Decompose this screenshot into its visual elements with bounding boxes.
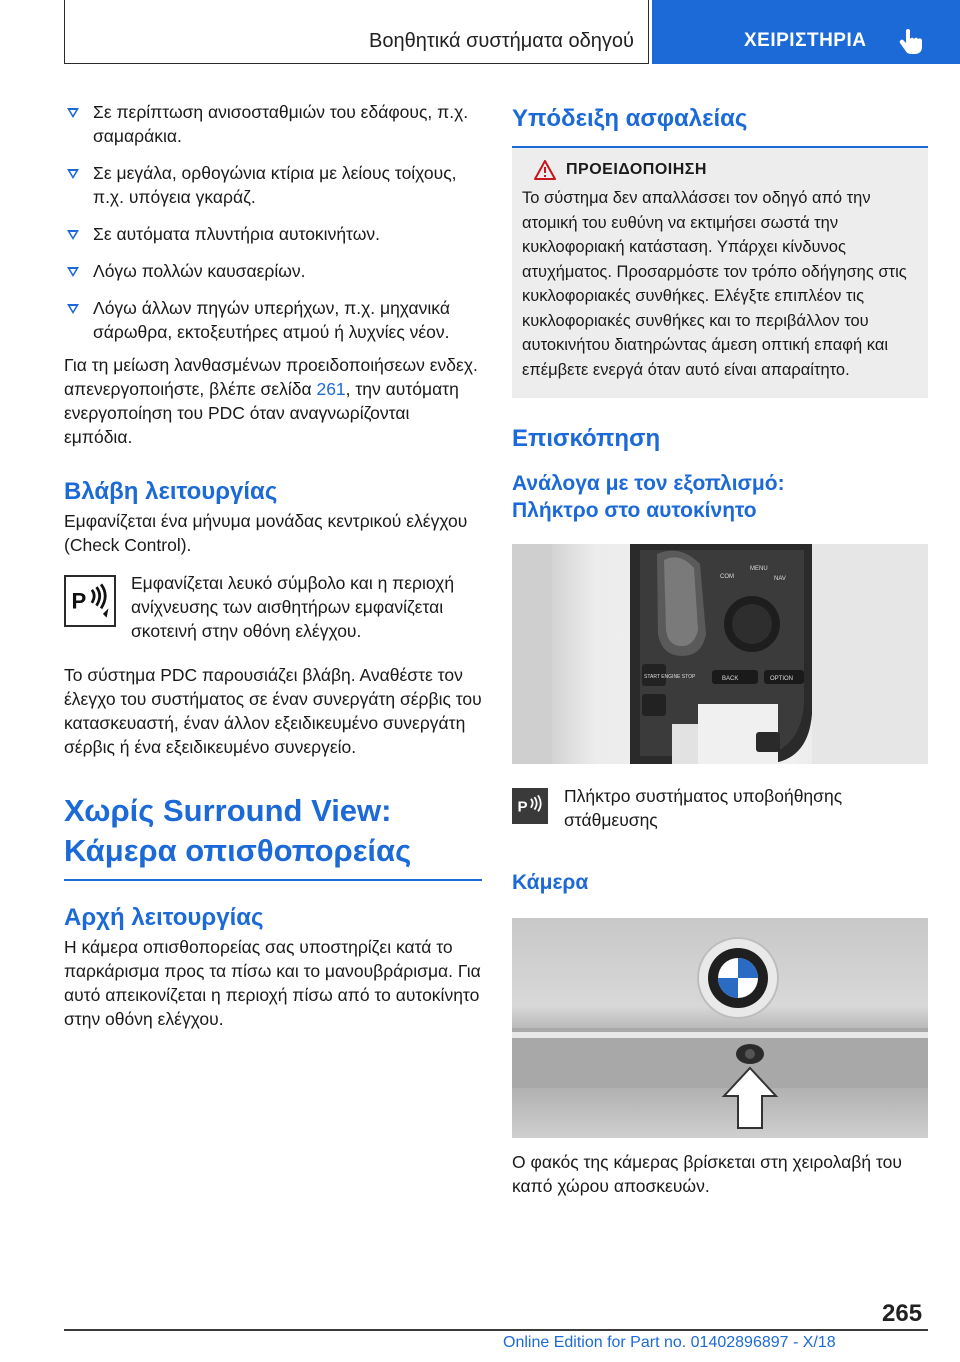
chapter-heading <box>64 791 482 871</box>
right-column <box>512 100 928 1198</box>
page-link[interactable]: 261 <box>316 379 346 399</box>
chapter-heading-line-1: Χωρίς Surround View: <box>64 793 392 828</box>
console-label-nav: NAV <box>774 576 786 582</box>
symbol-row <box>64 571 482 643</box>
camera-caption: Ο φακός της κάμερας βρίσκεται στη χειρολαβή του καπό χώρου αποσκευών. <box>512 1152 902 1196</box>
triangle-bullet-icon <box>67 169 79 179</box>
pdc-button-icon <box>512 788 548 824</box>
list-item: Λόγω άλλων πηγών υπερήχων, π.χ. μηχανικά σάρωθρα, εκτοξευτήρες ατμού ή λυχνίες νέον. <box>64 296 482 344</box>
left-column <box>64 100 482 1031</box>
reduce-warnings-paragraph: Για τη μείωση λανθασμένων προειδοποιήσεων ενδεχ. απενεργοποιήστε, βλέπε σελίδα 261, την αυτόματη ενεργοποίηση του PDC όταν αναγνωρίζονται εμπόδια. <box>64 355 478 447</box>
chapter-tab[interactable] <box>652 0 960 64</box>
malfunction-text: Εμφανίζεται ένα μήνυμα μονάδας κεντρικού ελέγχου (Check Control). <box>64 511 468 555</box>
console-label-menu: MENU <box>750 566 768 572</box>
fault-text: Το σύστημα PDC παρουσιάζει βλάβη. Αναθέστε τον έλεγχο του συστήματος σε έναν συνεργάτη σέρβις του κατασκευαστή, έναν άλλον εξειδικευμένο συνεργάτη σέρβις ή ένα εξειδικευμένο συνεργείο. <box>64 665 482 757</box>
equipment-heading: Ανάλογα με τον εξοπλισμό: Πλήκτρο στο αυτοκίνητο <box>512 472 785 522</box>
section-title: Βοηθητικά συστήματα οδηγού <box>369 30 634 52</box>
console-label-back: BACK <box>722 676 739 682</box>
triangle-bullet-icon <box>67 304 79 314</box>
malfunction-heading: Βλάβη λειτουργίας <box>64 478 278 505</box>
svg-text:P: P <box>517 798 528 816</box>
warning-box <box>512 148 928 398</box>
list-item: Σε μεγάλα, ορθογώνια κτίρια με λείους τοίχους, π.χ. υπόγεια γκαράζ. <box>64 161 482 209</box>
bullet-list <box>64 100 482 344</box>
symbol-text: Εμφανίζεται λευκό σύμβολο και η περιοχή ανίχνευσης των αισθητήρων εμφανίζεται σκοτεινή στην οθόνη ελέγχου. <box>131 573 455 641</box>
button-caption: Πλήκτρο συστήματος υποβοήθησης στάθμευσης <box>564 786 843 830</box>
console-photo <box>512 544 928 764</box>
hand-pointer-icon <box>896 26 926 56</box>
warning-header <box>522 160 918 180</box>
list-item: Σε περίπτωση ανισοσταθμιών του εδάφους, π.χ. σαμαράκια. <box>64 100 482 148</box>
console-label-option: OPTION <box>770 676 794 682</box>
footer-edition: Online Edition for Part no. 01402896897 - X/18 <box>503 1334 836 1351</box>
button-caption-row <box>512 784 928 832</box>
chapter-rule <box>64 879 482 881</box>
overview-heading: Επισκόπηση <box>512 425 661 452</box>
warning-label: ΠΡΟΕΙΔΟΠΟΙΗΣΗ <box>566 161 707 178</box>
footer-rule <box>64 1329 928 1331</box>
triangle-bullet-icon <box>67 267 79 277</box>
camera-illustration <box>512 918 928 1138</box>
console-label-start: START ENGINE STOP <box>644 674 696 680</box>
chapter-tab-label: ΧΕΙΡΙΣΤΗΡΙΑ <box>744 30 867 51</box>
page-number: 265 <box>882 1300 923 1327</box>
chapter-heading-line-2: Κάμερα οπισθοπορείας <box>64 833 412 868</box>
warning-text: Το σύστημα δεν απαλλάσσει τον οδηγό από την ατομική του ευθύνη να εκτιμήσει σωστά την κυκλοφοριακή κατάσταση. Υπάρχει κίνδυνος ατυχήματος. Προσαρμόστε τον τρόπο οδήγησης στις κυκλοφοριακές συνθήκες. Ελέγξτε επιπλέον τις κυκλοφοριακές συνθήκες και το περιβάλλον του αυτοκινήτου διατηρώντας άμεση οπτική επαφή και επέμβετε ενεργά όταν αυτό είναι απαραίτητο. <box>522 189 907 379</box>
triangle-bullet-icon <box>67 230 79 240</box>
triangle-bullet-icon <box>67 108 79 118</box>
svg-text:P: P <box>71 588 87 614</box>
pdc-sensor-symbol-icon <box>64 575 116 627</box>
list-item: Λόγω πολλών καυσαερίων. <box>64 259 482 283</box>
console-label-com: COM <box>720 574 734 580</box>
camera-heading: Κάμερα <box>512 871 589 894</box>
list-item: Σε αυτόματα πλυντήρια αυτοκινήτων. <box>64 222 482 246</box>
warning-triangle-icon <box>534 160 556 180</box>
camera-photo <box>512 918 928 1138</box>
header-section-box <box>64 0 649 64</box>
principle-text: Η κάμερα οπισθοπορείας σας υποστηρίζει κατά το παρκάρισμα προς τα πίσω και το μανουβράρισμα. Για αυτό απεικονίζεται η περιοχή πίσω από το αυτοκίνητο στην οθόνη ελέγχου. <box>64 937 481 1029</box>
principle-heading: Αρχή λειτουργίας <box>64 904 264 931</box>
safety-heading: Υπόδειξη ασφαλείας <box>512 105 748 132</box>
console-illustration <box>512 544 928 764</box>
